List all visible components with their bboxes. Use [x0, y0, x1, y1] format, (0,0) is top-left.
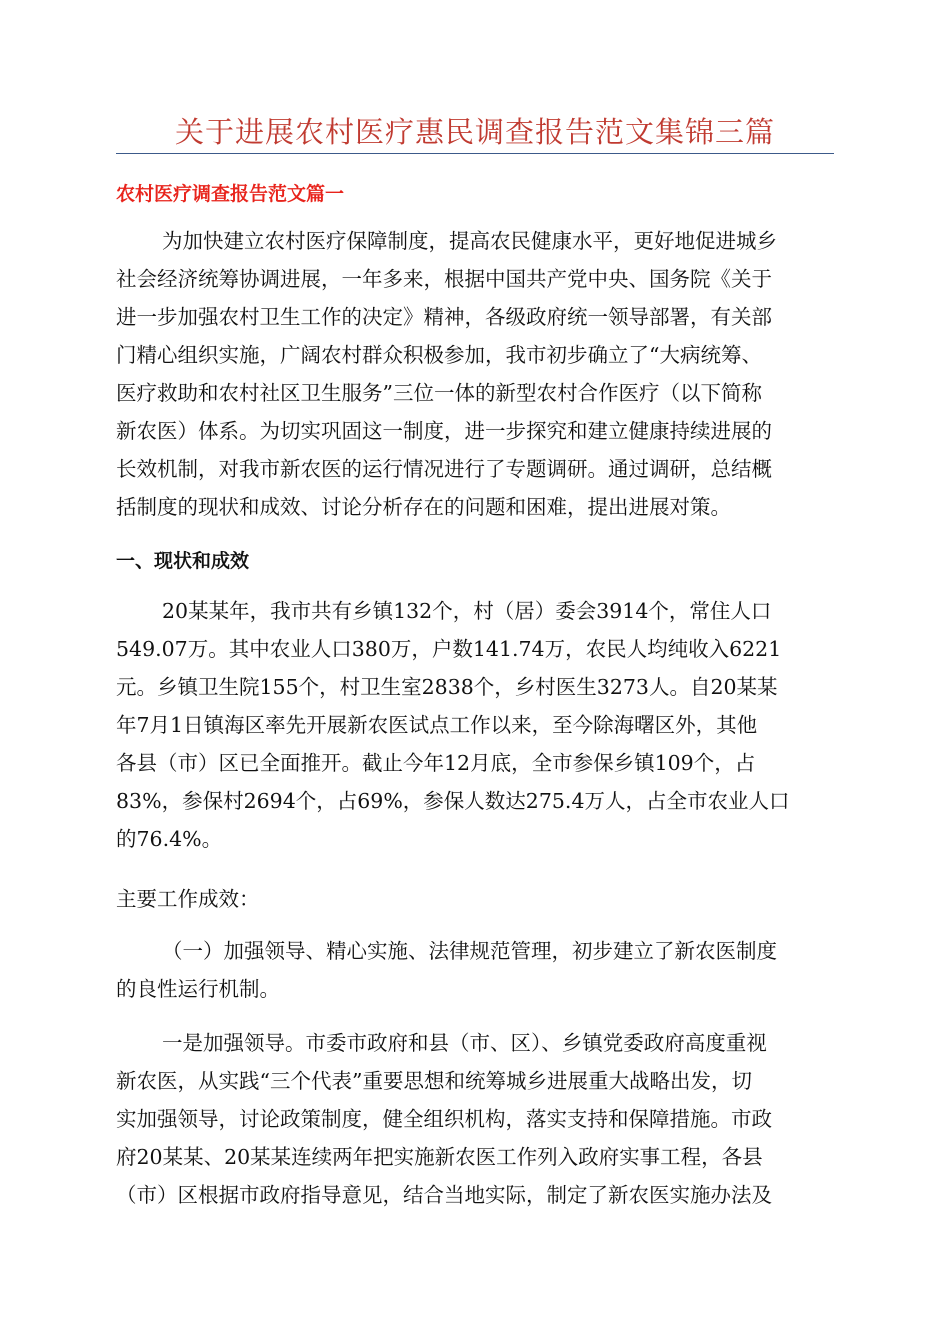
paragraph-line: 门精心组织实施，广阔农村群众积极参加，我市初步确立了“大病统筹、	[116, 343, 762, 367]
paragraph-line: 进一步加强农村卫生工作的决定》精神，各级政府统一领导部署，有关部	[116, 305, 772, 329]
paragraph-line: 府20某某、20某某连续两年把实施新农医工作列入政府实事工程，各县	[116, 1145, 763, 1169]
paragraph-line: 年7月1日镇海区率先开展新农医试点工作以来，至今除海曙区外，其他	[116, 713, 758, 737]
paragraph-line: 各县（市）区已全面推开。截止今年12月底，全市参保乡镇109个，占	[116, 751, 756, 775]
paragraph-line: 医疗救助和农村社区卫生服务”三位一体的新型农村合作医疗（以下简称	[116, 381, 762, 405]
results-label: 主要工作成效：	[116, 887, 260, 911]
paragraph-line: 元。乡镇卫生院155个，村卫生室2838个，乡村医生3273人。自20某某	[116, 675, 778, 699]
paragraph-line: 新农医，从实践“三个代表”重要思想和统筹城乡进展重大战略出发，切	[116, 1069, 752, 1093]
document-title: 关于进展农村医疗惠民调查报告范文集锦三篇	[174, 115, 775, 149]
intro-paragraph	[116, 222, 834, 526]
results-label-paragraph	[116, 880, 834, 918]
paragraph-line: 549.07万。其中农业人口380万，户数141.74万，农民人均纯收入6221	[116, 637, 782, 661]
paragraph-line: 长效机制，对我市新农医的运行情况进行了专题调研。通过调研，总结概	[116, 457, 772, 481]
paragraph-line: 新农医）体系。为切实巩固这一制度，进一步探究和建立健康持续进展的	[116, 419, 772, 443]
section-heading: 一、现状和成效	[116, 550, 250, 572]
point-one-paragraph	[116, 932, 834, 1008]
title-underline	[116, 153, 834, 154]
paragraph-line: 为加快建立农村医疗保障制度，提高农民健康水平，更好地促进城乡	[162, 229, 777, 253]
paragraph-line: 83%，参保村2694个，占69%，参保人数达275.4万人，占全市农业人口	[116, 789, 790, 813]
paragraph-line: （市）区根据市政府指导意见，结合当地实际，制定了新农医实施办法及	[116, 1183, 772, 1207]
point-two-paragraph	[116, 1024, 834, 1214]
paragraph-line: （一）加强领导、精心实施、法律规范管理，初步建立了新农医制度	[162, 939, 777, 963]
paragraph-line: 的良性运行机制。	[116, 977, 280, 1001]
paragraph-line: 一是加强领导。市委市政府和县（市、区）、乡镇党委政府高度重视	[162, 1031, 767, 1055]
status-paragraph	[116, 592, 834, 858]
article-subtitle: 农村医疗调查报告范文篇一	[116, 183, 345, 205]
paragraph-line: 20某某年，我市共有乡镇132个，村（居）委会3914个，常住人口	[162, 599, 772, 623]
paragraph-line: 的76.4%。	[116, 827, 223, 851]
paragraph-line: 社会经济统筹协调进展，一年多来，根据中国共产党中央、国务院《关于	[116, 267, 772, 291]
paragraph-line: 括制度的现状和成效、讨论分析存在的问题和困难，提出进展对策。	[116, 495, 731, 519]
paragraph-line: 实加强领导，讨论政策制度，健全组织机构，落实支持和保障措施。市政	[116, 1107, 772, 1131]
